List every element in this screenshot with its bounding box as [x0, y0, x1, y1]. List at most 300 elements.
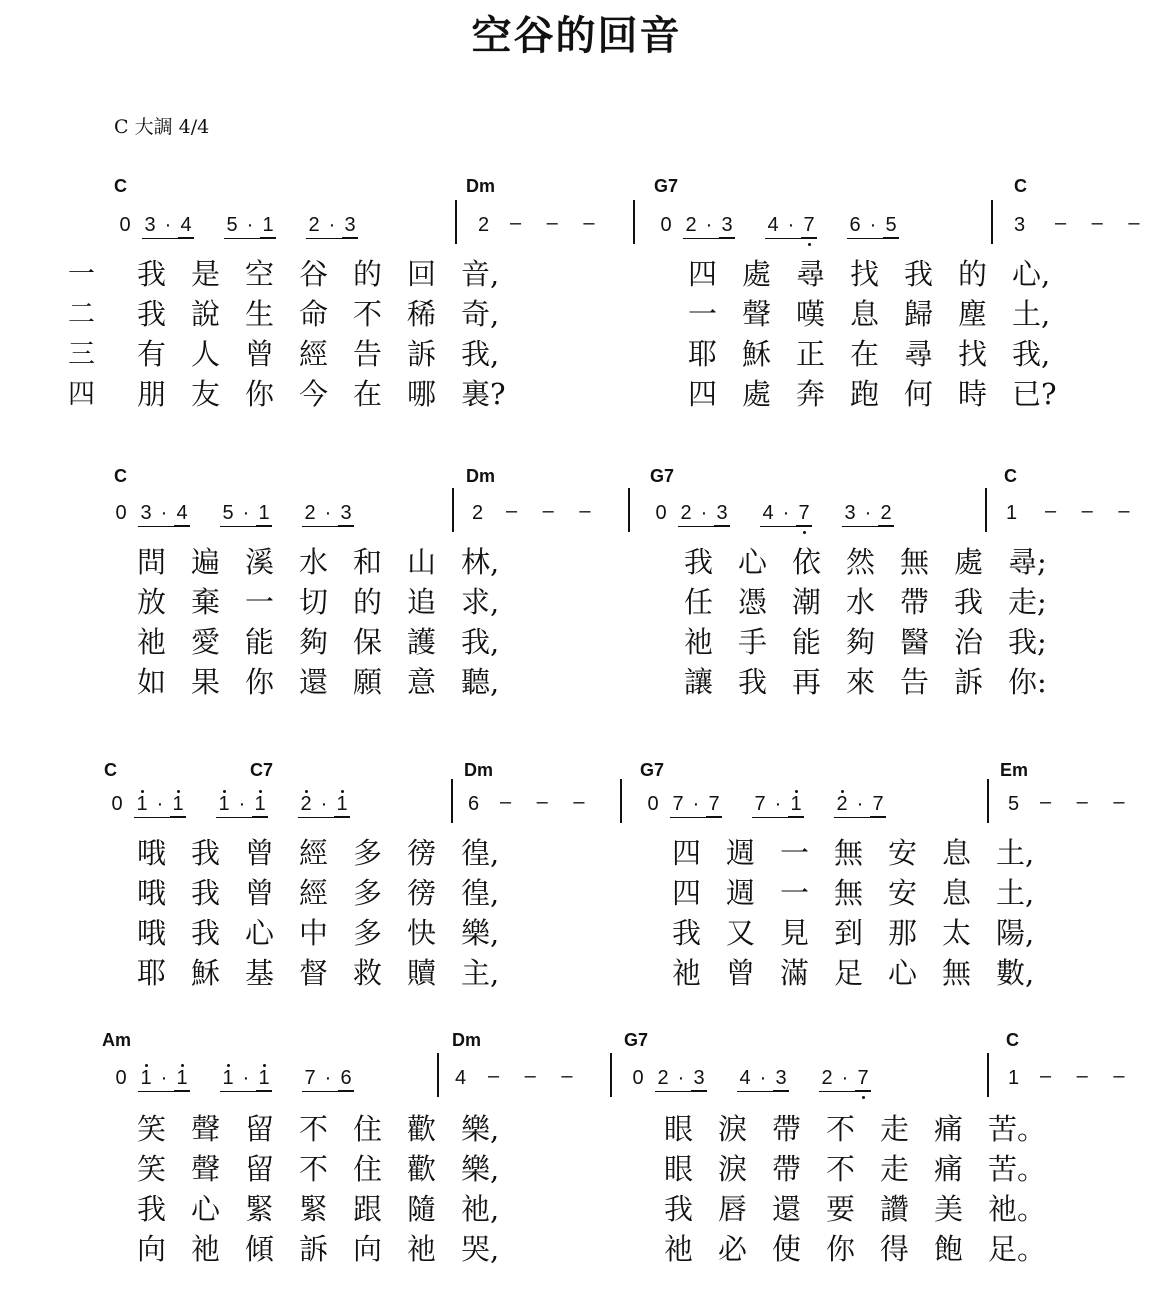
lyric-line-left [137, 831, 515, 872]
lyric-char: 走; [1008, 585, 1047, 619]
chord-symbol: Dm [452, 1030, 482, 1050]
lyric-char: 果 [191, 665, 221, 699]
note: 2 [685, 214, 697, 236]
note: 3 [691, 1067, 707, 1091]
note-dot: · [759, 1067, 767, 1089]
lyric-char: 我, [461, 625, 500, 659]
note: 7 [870, 793, 886, 817]
barline [610, 1053, 612, 1097]
lyric-line-left [137, 580, 515, 621]
chord-symbol: Em [1000, 760, 1029, 780]
lyric-char: 唇 [718, 1192, 748, 1226]
lyric-char: 我 [672, 916, 702, 950]
lyric-char: 贖 [407, 956, 437, 990]
lyric-char: 裏? [461, 377, 506, 411]
lyric-char: 住 [353, 1152, 383, 1186]
lyric-char: 的 [958, 257, 988, 291]
note-dot: · [328, 214, 336, 236]
lyric-char: 多 [353, 916, 383, 950]
lyric-char: 見 [780, 916, 810, 950]
note: 2 [821, 1067, 833, 1089]
note-dot: · [246, 214, 254, 236]
lyric-char: 空 [245, 257, 275, 291]
sustain-dashes: – – – [510, 212, 605, 234]
sustain-dashes: – – – [1055, 212, 1150, 234]
verse-number: 四 [68, 379, 95, 410]
note-rest: 0 [119, 214, 131, 236]
lyric-char: 一 [780, 876, 810, 910]
note-group [224, 214, 276, 239]
note: 4 [762, 502, 774, 524]
lyric-char: 能 [792, 625, 822, 659]
lyric-char: 任 [684, 585, 714, 619]
lyric-char: 找 [850, 257, 880, 291]
note-dot: · [242, 502, 250, 524]
lyric-char: 帶 [772, 1112, 802, 1146]
lyric-char: 有 [137, 337, 167, 371]
lyric-char: 正 [796, 337, 826, 371]
lyric-char: 痛 [934, 1152, 964, 1186]
lyric-line-left [137, 620, 515, 661]
lyric-char: 曾 [726, 956, 756, 990]
lyric-char: 無 [834, 876, 864, 910]
lyric-char: 我 [954, 585, 984, 619]
lyric-char: 的 [353, 257, 383, 291]
lyric-char: 向 [353, 1232, 383, 1266]
lyric-char: 飽 [934, 1232, 964, 1266]
note-dot: · [164, 214, 172, 236]
lyric-char: 我 [191, 916, 221, 950]
chord-symbol: C [104, 760, 117, 780]
lyric-char: 哦 [137, 916, 167, 950]
lyric-char: 週 [726, 836, 756, 870]
note-dot: · [324, 502, 332, 524]
lyric-char: 尋 [904, 337, 934, 371]
note-dot: · [787, 214, 795, 236]
lyric-char: 淚 [718, 1152, 748, 1186]
lyric-char: 在 [850, 337, 880, 371]
lyric-char: 哪 [407, 377, 437, 411]
lyric-char: 聽, [461, 665, 500, 699]
lyric-line-right [664, 1227, 1047, 1268]
lyric-char: 谷 [299, 257, 329, 291]
note-group [760, 502, 812, 527]
note: 3 [338, 502, 354, 526]
lyric-char: 憑 [738, 585, 768, 619]
note: 5 [883, 214, 899, 238]
chord-symbol: C [1006, 1030, 1019, 1050]
lyric-char: 心 [738, 545, 768, 579]
lyric-char: 安 [888, 876, 918, 910]
barline [437, 1053, 439, 1097]
note: 2 [657, 1067, 669, 1089]
note-rest: 0 [632, 1067, 644, 1089]
note: 2 [308, 214, 320, 236]
lyric-char: 訴 [407, 337, 437, 371]
lyric-char: 友 [191, 377, 221, 411]
note: 7 [672, 793, 684, 815]
lyric-char: 問 [137, 545, 167, 579]
lyric-char: 一 [780, 836, 810, 870]
lyric-char: 是 [191, 257, 221, 291]
lyric-line-right [664, 1147, 1047, 1188]
sustain-dashes: – – – [1040, 1065, 1135, 1087]
note: 7 [304, 1067, 316, 1089]
chord-symbol: Dm [464, 760, 494, 780]
lyric-line-left [137, 660, 515, 701]
note: 3 [140, 502, 152, 524]
note: 5 [222, 502, 234, 524]
barline [452, 488, 454, 532]
lyric-char: 心 [191, 1192, 221, 1226]
lyric-char: 你 [245, 377, 275, 411]
lyric-char: 無 [942, 956, 972, 990]
lyric-line-right [688, 252, 1066, 293]
lyric-char: 眼 [664, 1152, 694, 1186]
note: 1 [256, 1067, 272, 1091]
note-group [655, 1067, 707, 1092]
lyric-char: 曾 [245, 836, 275, 870]
lyric-char: 曾 [245, 337, 275, 371]
lyric-char: 四 [672, 836, 702, 870]
note-group [842, 502, 894, 527]
lyric-line-right [672, 951, 1050, 992]
lyric-char: 和 [353, 545, 383, 579]
lyric-char: 我 [137, 257, 167, 291]
note-dot: · [242, 1067, 250, 1089]
lyric-char: 經 [299, 876, 329, 910]
lyric-char: 找 [958, 337, 988, 371]
note-rest: 0 [111, 793, 123, 815]
lyric-char: 緊 [245, 1192, 275, 1226]
note-dot: · [324, 1067, 332, 1089]
lyric-char: 醫 [900, 625, 930, 659]
lyric-line-right [672, 911, 1050, 952]
note: 3 [773, 1067, 789, 1091]
note-group [765, 214, 817, 239]
lyric-char: 我 [684, 545, 714, 579]
lyric-char: 切 [299, 585, 329, 619]
lyric-char: 歸 [904, 297, 934, 331]
note: 2 [298, 793, 314, 816]
lyric-char: 向 [137, 1232, 167, 1266]
note: 6 [338, 1067, 354, 1091]
lyric-char: 無 [900, 545, 930, 579]
chord-symbol: C [1014, 176, 1027, 196]
note-group [298, 793, 350, 818]
note: 1 [256, 502, 272, 526]
lyric-char: 又 [726, 916, 756, 950]
lyric-char: 夠 [846, 625, 876, 659]
lyric-char: 樂, [461, 916, 500, 950]
note: 1 [788, 793, 804, 817]
lyric-char: 稀 [407, 297, 437, 331]
lyric-char: 走 [880, 1112, 910, 1146]
lyric-char: 護 [407, 625, 437, 659]
measure-4: 3 [1014, 214, 1026, 236]
note-rest: 0 [647, 793, 659, 815]
note-group [220, 1067, 272, 1092]
lyric-char: 歡 [407, 1112, 437, 1146]
lyric-line-left [137, 540, 515, 581]
lyric-char: 多 [353, 876, 383, 910]
lyric-char: 遍 [191, 545, 221, 579]
lyric-char: 那 [888, 916, 918, 950]
note: 3 [844, 502, 856, 524]
lyric-char: 求, [461, 585, 500, 619]
lyric-char: 督 [299, 956, 329, 990]
lyric-char: 四 [688, 257, 718, 291]
lyric-char: 在 [353, 377, 383, 411]
lyric-char: 我 [137, 297, 167, 331]
note-dot: · [856, 793, 864, 815]
note-group [220, 502, 272, 527]
lyric-char: 徨, [461, 836, 500, 870]
lyric-char: 回 [407, 257, 437, 291]
lyric-char: 聲 [191, 1152, 221, 1186]
lyric-char: 處 [742, 257, 772, 291]
lyric-char: 保 [353, 625, 383, 659]
barline [451, 779, 453, 823]
lyric-char: 你: [1008, 665, 1047, 699]
lyric-char: 緊 [299, 1192, 329, 1226]
note-group [752, 793, 804, 818]
lyric-char: 足。 [988, 1232, 1047, 1266]
note: 3 [342, 214, 358, 238]
lyric-line-left [137, 252, 515, 293]
measure-3 [650, 502, 894, 527]
lyric-char: 樂, [461, 1112, 500, 1146]
chord-symbol: C [1004, 466, 1017, 486]
note: 1 [252, 793, 268, 817]
lyric-char: 我 [904, 257, 934, 291]
note-rest: 0 [115, 1067, 127, 1089]
measure-2: 4 [455, 1067, 467, 1089]
note: 1 [170, 793, 186, 817]
measure-1 [110, 1067, 354, 1092]
note: 3 [714, 502, 730, 526]
song-title: 空谷的回音 [471, 13, 682, 59]
note-dot: · [700, 502, 708, 524]
note: 4 [174, 502, 190, 526]
lyric-char: 哭, [461, 1232, 500, 1266]
barline [985, 488, 987, 532]
note-group [138, 502, 190, 527]
lyric-char: 時 [958, 377, 988, 411]
lyric-char: 水 [846, 585, 876, 619]
lyric-line-left [137, 332, 515, 373]
lyric-char: 尋 [796, 257, 826, 291]
lyric-char: 帶 [900, 585, 930, 619]
lyric-char: 息 [942, 876, 972, 910]
lyric-char: 多 [353, 836, 383, 870]
lyric-char: 不 [299, 1112, 329, 1146]
lyric-char: 要 [826, 1192, 856, 1226]
lyric-char: 耶 [688, 337, 718, 371]
lyric-char: 苦。 [988, 1112, 1047, 1146]
lyric-char: 不 [826, 1152, 856, 1186]
note: 7 [754, 793, 766, 815]
lyric-line-right [688, 292, 1066, 333]
key-signature: C 大調 4/4 [114, 116, 210, 138]
lyric-line-right [672, 871, 1050, 912]
lyric-char: 四 [688, 377, 718, 411]
lyric-char: 土, [996, 876, 1035, 910]
lyric-char: 告 [353, 337, 383, 371]
lyric-char: 訴 [299, 1232, 329, 1266]
lyric-char: 留 [245, 1112, 275, 1146]
barline [620, 779, 622, 823]
lyric-line-left [137, 1227, 515, 1268]
barline [628, 488, 630, 532]
note: 4 [739, 1067, 751, 1089]
measure-4: 1 [1008, 1067, 1020, 1089]
lyric-char: 訴 [954, 665, 984, 699]
chord-symbol: Am [102, 1030, 132, 1050]
note-group [819, 1067, 871, 1092]
note-dot: · [238, 793, 246, 815]
note-group [138, 1067, 190, 1092]
lyric-line-left [137, 1187, 515, 1228]
lyric-char: 告 [900, 665, 930, 699]
note-dot: · [774, 793, 782, 815]
lyric-char: 讚 [880, 1192, 910, 1226]
note-group [834, 793, 886, 818]
note: 2 [878, 502, 894, 526]
lyric-char: 處 [742, 377, 772, 411]
lyric-char: 我, [461, 337, 500, 371]
barline [633, 200, 635, 244]
note-group [847, 214, 899, 239]
lyric-char: 太 [942, 916, 972, 950]
lyric-char: 使 [772, 1232, 802, 1266]
note-dot: · [160, 502, 168, 524]
lyric-char: 塵 [958, 297, 988, 331]
lyric-char: 奔 [796, 377, 826, 411]
lyric-line-right [684, 580, 1062, 621]
note-dot: · [869, 214, 877, 236]
note-group [302, 502, 354, 527]
lyric-char: 滿 [780, 956, 810, 990]
note: 2 [834, 793, 850, 816]
lyric-char: 心 [888, 956, 918, 990]
lyric-char: 祂 [137, 625, 167, 659]
note-dot: · [160, 1067, 168, 1089]
lyric-char: 徬 [407, 876, 437, 910]
lyric-line-right [672, 831, 1050, 872]
lyric-char: 救 [353, 956, 383, 990]
lyric-char: 歡 [407, 1152, 437, 1186]
lyric-char: 夠 [299, 625, 329, 659]
lyric-char: 傾 [245, 1232, 275, 1266]
lyric-line-left [137, 951, 515, 992]
lyric-char: 週 [726, 876, 756, 910]
lyric-char: 足 [834, 956, 864, 990]
lyric-char: 心 [245, 916, 275, 950]
measure-3 [627, 1067, 871, 1092]
chord-symbol: G7 [640, 760, 665, 780]
lyric-char: 到 [834, 916, 864, 950]
verse-number: 一 [68, 259, 95, 290]
note-dot: · [864, 502, 872, 524]
lyric-char: 一 [245, 585, 275, 619]
lyric-char: 安 [888, 836, 918, 870]
lyric-char: 祂 [684, 625, 714, 659]
lyric-char: 不 [826, 1112, 856, 1146]
lyric-char: 主, [461, 956, 500, 990]
lyric-char: 手 [738, 625, 768, 659]
lyric-char: 曾 [245, 876, 275, 910]
lyric-char: 一 [688, 297, 718, 331]
lyric-char: 笑 [137, 1152, 167, 1186]
chord-symbol: C [114, 176, 127, 196]
note-dot: · [156, 793, 164, 815]
chord-symbol: Dm [466, 466, 496, 486]
lyric-char: 能 [245, 625, 275, 659]
lyric-char: 還 [299, 665, 329, 699]
lyric-char: 心, [1012, 257, 1051, 291]
lyric-char: 你 [826, 1232, 856, 1266]
lyric-char: 留 [245, 1152, 275, 1186]
note-group [737, 1067, 789, 1092]
lyric-char: 說 [191, 297, 221, 331]
lyric-char: 中 [299, 916, 329, 950]
note: 1 [216, 793, 232, 816]
lyric-char: 哦 [137, 876, 167, 910]
chord-symbol: C [114, 466, 127, 486]
lyric-char: 人 [191, 337, 221, 371]
lyric-line-left [137, 1147, 515, 1188]
note: 4 [767, 214, 779, 236]
lyric-char: 祂 [672, 956, 702, 990]
lyric-char: 願 [353, 665, 383, 699]
chord-symbol: G7 [650, 466, 675, 486]
lyric-char: 治 [954, 625, 984, 659]
note: 2 [680, 502, 692, 524]
chord-symbol: Dm [466, 176, 496, 196]
note-dot: · [782, 502, 790, 524]
measure-4: 1 [1006, 502, 1018, 524]
note: 7 [706, 793, 722, 817]
lyric-char: 徬 [407, 836, 437, 870]
lyric-char: 嘆 [796, 297, 826, 331]
lyric-char: 聲 [191, 1112, 221, 1146]
lyric-char: 經 [299, 836, 329, 870]
note: 3 [144, 214, 156, 236]
measure-1 [114, 214, 358, 239]
lyric-char: 徨, [461, 876, 500, 910]
lyric-char: 水 [299, 545, 329, 579]
note-group [683, 214, 735, 239]
lyric-char: 奇, [461, 297, 500, 331]
barline [987, 1053, 989, 1097]
lyric-char: 我, [1012, 337, 1051, 371]
chord-symbol: G7 [654, 176, 679, 196]
lyric-char: 潮 [792, 585, 822, 619]
lyric-char: 祂。 [988, 1192, 1047, 1226]
lyric-char: 經 [299, 337, 329, 371]
note-dot: · [705, 214, 713, 236]
lyric-line-right [664, 1107, 1047, 1148]
lyric-char: 然 [846, 545, 876, 579]
note-group [678, 502, 730, 527]
lyric-line-right [688, 372, 1066, 413]
sustain-dashes: – – – [1040, 791, 1135, 813]
lyric-char: 意 [407, 665, 437, 699]
measure-3 [642, 793, 886, 818]
lyric-char: 笑 [137, 1112, 167, 1146]
lyric-char: 讓 [684, 665, 714, 699]
